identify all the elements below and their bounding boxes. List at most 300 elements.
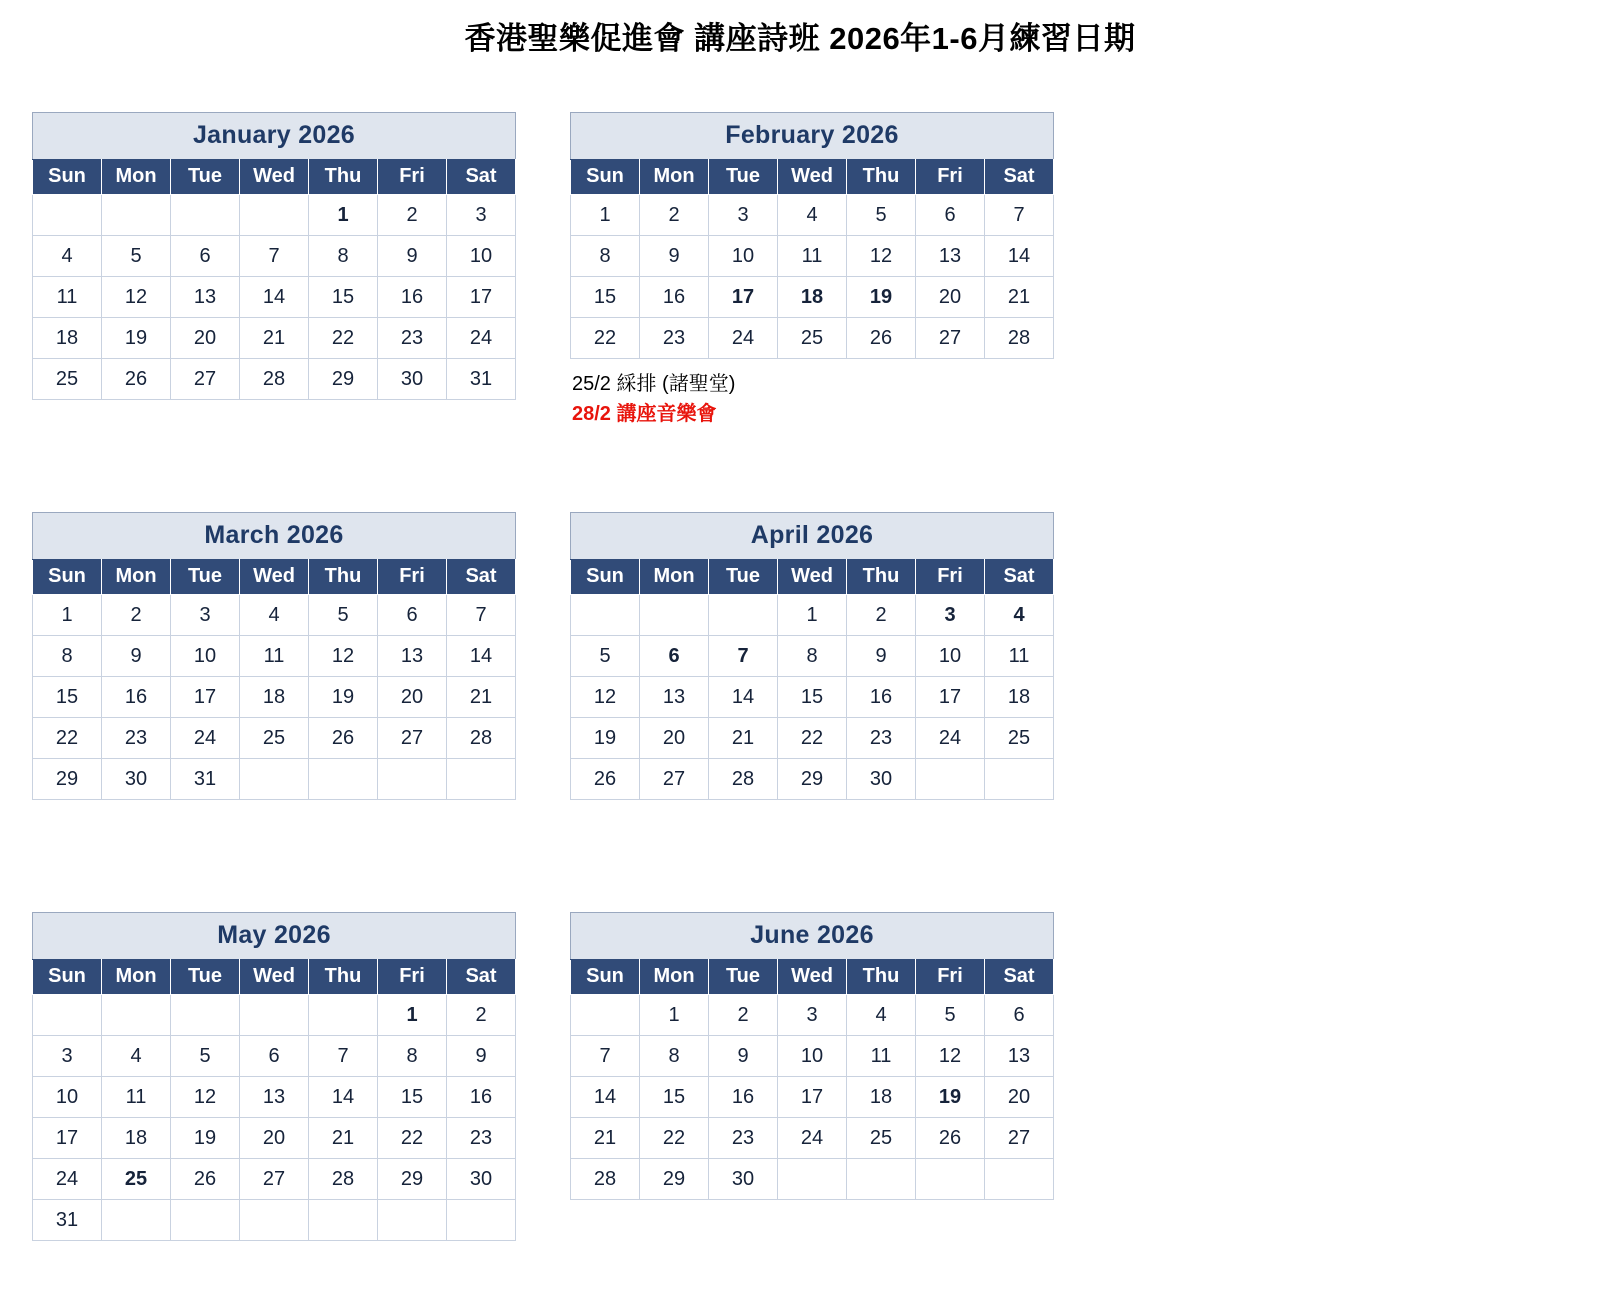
day-cell[interactable]: 24: [171, 718, 240, 759]
day-cell-empty: [778, 1159, 847, 1200]
week-row: [33, 677, 516, 718]
day-cell[interactable]: 12: [309, 636, 378, 677]
day-cell[interactable]: 9: [847, 636, 916, 677]
day-cell[interactable]: 24: [916, 718, 985, 759]
day-cell[interactable]: 16: [709, 1077, 778, 1118]
day-cell[interactable]: 9: [709, 1036, 778, 1077]
weekday-header-mon: Mon: [640, 960, 709, 995]
day-cell[interactable]: 11: [240, 636, 309, 677]
day-cell[interactable]: 1: [309, 195, 378, 236]
calendar-month: [32, 112, 538, 512]
day-cell[interactable]: 5: [847, 195, 916, 236]
weekday-header-wed: Wed: [240, 560, 309, 595]
day-cell[interactable]: 6: [916, 195, 985, 236]
day-cell[interactable]: 29: [640, 1159, 709, 1200]
weekday-header-tue: Tue: [709, 960, 778, 995]
day-cell-empty: [240, 195, 309, 236]
day-cell[interactable]: 20: [640, 718, 709, 759]
day-cell[interactable]: 13: [171, 277, 240, 318]
day-cell[interactable]: 25: [778, 318, 847, 359]
weekday-header-tue: Tue: [709, 160, 778, 195]
week-row: [571, 277, 1054, 318]
week-row: [33, 636, 516, 677]
day-cell[interactable]: 8: [309, 236, 378, 277]
day-cell[interactable]: 11: [102, 1077, 171, 1118]
day-cell[interactable]: 25: [985, 718, 1054, 759]
day-cell[interactable]: 7: [447, 595, 516, 636]
day-cell[interactable]: 6: [640, 636, 709, 677]
day-cell[interactable]: 21: [709, 718, 778, 759]
weekday-header-wed: Wed: [778, 560, 847, 595]
day-cell[interactable]: 12: [171, 1077, 240, 1118]
week-row: [571, 595, 1054, 636]
week-row: [571, 1118, 1054, 1159]
calendar-month: [570, 912, 1076, 1312]
day-cell[interactable]: 30: [102, 759, 171, 800]
day-cell[interactable]: 4: [240, 595, 309, 636]
weekday-header-fri: Fri: [378, 160, 447, 195]
day-cell[interactable]: 13: [985, 1036, 1054, 1077]
day-cell-empty: [847, 1159, 916, 1200]
day-cell[interactable]: 18: [778, 277, 847, 318]
day-cell[interactable]: 14: [447, 636, 516, 677]
day-cell[interactable]: 20: [985, 1077, 1054, 1118]
day-cell[interactable]: 22: [778, 718, 847, 759]
month-table: [32, 512, 516, 800]
day-cell-empty: [309, 759, 378, 800]
week-row: [33, 1036, 516, 1077]
day-cell[interactable]: 22: [378, 1118, 447, 1159]
week-row: [33, 995, 516, 1036]
week-row: [571, 718, 1054, 759]
week-row: [571, 318, 1054, 359]
day-cell[interactable]: 16: [847, 677, 916, 718]
day-cell[interactable]: 8: [33, 636, 102, 677]
day-cell[interactable]: 5: [171, 1036, 240, 1077]
day-cell[interactable]: 15: [33, 677, 102, 718]
day-cell[interactable]: 30: [378, 359, 447, 400]
day-cell[interactable]: 20: [378, 677, 447, 718]
day-cell[interactable]: 22: [33, 718, 102, 759]
day-cell-empty: [240, 995, 309, 1036]
day-cell-empty: [709, 595, 778, 636]
day-cell[interactable]: 27: [985, 1118, 1054, 1159]
day-cell[interactable]: 14: [309, 1077, 378, 1118]
week-row: [33, 359, 516, 400]
day-cell[interactable]: 4: [985, 595, 1054, 636]
day-cell[interactable]: 7: [709, 636, 778, 677]
weekday-header-mon: Mon: [102, 160, 171, 195]
weekday-header-wed: Wed: [240, 960, 309, 995]
day-cell[interactable]: 17: [778, 1077, 847, 1118]
day-cell[interactable]: 19: [571, 718, 640, 759]
day-cell-empty: [171, 1200, 240, 1241]
day-cell[interactable]: 20: [240, 1118, 309, 1159]
day-cell[interactable]: 14: [985, 236, 1054, 277]
day-cell-empty: [33, 995, 102, 1036]
day-cell[interactable]: 31: [447, 359, 516, 400]
week-row: [571, 195, 1054, 236]
calendar-month: [570, 512, 1076, 912]
day-cell[interactable]: 17: [33, 1118, 102, 1159]
day-cell[interactable]: 9: [640, 236, 709, 277]
day-cell[interactable]: 8: [778, 636, 847, 677]
day-cell[interactable]: 27: [378, 718, 447, 759]
day-cell[interactable]: 6: [378, 595, 447, 636]
day-cell[interactable]: 30: [847, 759, 916, 800]
week-row: [33, 1077, 516, 1118]
week-row: [571, 1077, 1054, 1118]
day-cell[interactable]: 26: [309, 718, 378, 759]
day-cell[interactable]: 21: [309, 1118, 378, 1159]
day-cell[interactable]: 21: [985, 277, 1054, 318]
weekday-header-fri: Fri: [378, 560, 447, 595]
weekday-header-sat: Sat: [985, 960, 1054, 995]
day-cell[interactable]: 1: [640, 995, 709, 1036]
day-cell[interactable]: 15: [309, 277, 378, 318]
day-cell-empty: [378, 1200, 447, 1241]
week-row: [571, 636, 1054, 677]
day-cell[interactable]: 17: [709, 277, 778, 318]
day-cell-empty: [309, 995, 378, 1036]
calendar-slot: [570, 512, 1076, 912]
day-cell-empty: [916, 1159, 985, 1200]
day-cell[interactable]: 26: [847, 318, 916, 359]
day-cell[interactable]: 31: [171, 759, 240, 800]
weekday-header-row: [33, 160, 516, 195]
day-cell[interactable]: 19: [102, 318, 171, 359]
day-cell[interactable]: 3: [33, 1036, 102, 1077]
day-cell[interactable]: 23: [847, 718, 916, 759]
day-cell[interactable]: 16: [447, 1077, 516, 1118]
day-cell[interactable]: 27: [240, 1159, 309, 1200]
weekday-header-fri: Fri: [378, 960, 447, 995]
day-cell-empty: [240, 1200, 309, 1241]
day-cell[interactable]: 18: [33, 318, 102, 359]
weekday-header-wed: Wed: [778, 960, 847, 995]
day-cell[interactable]: 5: [916, 995, 985, 1036]
day-cell[interactable]: 19: [916, 1077, 985, 1118]
day-cell-empty: [171, 995, 240, 1036]
weekday-header-thu: Thu: [309, 160, 378, 195]
day-cell[interactable]: 20: [171, 318, 240, 359]
day-cell[interactable]: 7: [985, 195, 1054, 236]
day-cell[interactable]: 18: [985, 677, 1054, 718]
day-cell-empty: [171, 195, 240, 236]
day-cell[interactable]: 25: [847, 1118, 916, 1159]
day-cell[interactable]: 4: [102, 1036, 171, 1077]
day-cell[interactable]: 4: [847, 995, 916, 1036]
weekday-header-thu: Thu: [847, 960, 916, 995]
day-cell[interactable]: 1: [571, 195, 640, 236]
week-row: [33, 1159, 516, 1200]
day-cell[interactable]: 18: [102, 1118, 171, 1159]
day-cell[interactable]: 6: [240, 1036, 309, 1077]
day-cell-empty: [102, 195, 171, 236]
weekday-header-sun: Sun: [571, 160, 640, 195]
day-cell-empty: [571, 595, 640, 636]
day-cell[interactable]: 26: [916, 1118, 985, 1159]
day-cell[interactable]: 6: [985, 995, 1054, 1036]
calendar-month: [32, 912, 538, 1312]
calendar-month: [32, 512, 538, 912]
day-cell[interactable]: 31: [33, 1200, 102, 1241]
day-cell[interactable]: 28: [571, 1159, 640, 1200]
day-cell[interactable]: 24: [709, 318, 778, 359]
week-row: [571, 236, 1054, 277]
weekday-header-thu: Thu: [847, 560, 916, 595]
day-cell[interactable]: 28: [447, 718, 516, 759]
day-cell[interactable]: 30: [709, 1159, 778, 1200]
week-row: [571, 677, 1054, 718]
day-cell[interactable]: 23: [709, 1118, 778, 1159]
day-cell[interactable]: 2: [102, 595, 171, 636]
day-cell[interactable]: 29: [309, 359, 378, 400]
day-cell[interactable]: 5: [309, 595, 378, 636]
month-title: May 2026: [32, 912, 516, 959]
day-cell[interactable]: 13: [916, 236, 985, 277]
day-cell[interactable]: 2: [378, 195, 447, 236]
day-cell[interactable]: 14: [571, 1077, 640, 1118]
month-table: [570, 512, 1054, 800]
day-cell[interactable]: 12: [102, 277, 171, 318]
day-cell[interactable]: 10: [33, 1077, 102, 1118]
day-cell-empty: [102, 1200, 171, 1241]
day-cell[interactable]: 3: [778, 995, 847, 1036]
day-cell[interactable]: 9: [447, 1036, 516, 1077]
month-title: February 2026: [570, 112, 1054, 159]
weekday-header-sun: Sun: [33, 960, 102, 995]
day-cell[interactable]: 23: [640, 318, 709, 359]
day-cell[interactable]: 18: [240, 677, 309, 718]
day-cell[interactable]: 1: [33, 595, 102, 636]
day-cell[interactable]: 28: [985, 318, 1054, 359]
day-cell[interactable]: 2: [447, 995, 516, 1036]
day-cell[interactable]: 2: [847, 595, 916, 636]
weekday-header-fri: Fri: [916, 960, 985, 995]
day-cell[interactable]: 15: [778, 677, 847, 718]
month-notes: [570, 369, 1046, 429]
day-cell[interactable]: 25: [240, 718, 309, 759]
day-cell[interactable]: 14: [709, 677, 778, 718]
month-note: 28/2 講座音樂會: [572, 403, 717, 425]
weekday-header-sun: Sun: [571, 560, 640, 595]
day-cell[interactable]: 23: [378, 318, 447, 359]
day-cell[interactable]: 3: [171, 595, 240, 636]
day-cell[interactable]: 4: [778, 195, 847, 236]
weekday-header-tue: Tue: [171, 960, 240, 995]
weekday-header-row: [571, 560, 1054, 595]
day-cell[interactable]: 15: [571, 277, 640, 318]
day-cell[interactable]: 15: [378, 1077, 447, 1118]
day-cell[interactable]: 11: [847, 1036, 916, 1077]
weekday-header-row: [33, 960, 516, 995]
day-cell[interactable]: 24: [33, 1159, 102, 1200]
weekday-header-tue: Tue: [171, 160, 240, 195]
week-row: [33, 195, 516, 236]
weekday-header-sat: Sat: [985, 160, 1054, 195]
day-cell[interactable]: 2: [640, 195, 709, 236]
day-cell[interactable]: 9: [102, 636, 171, 677]
day-cell-empty: [447, 1200, 516, 1241]
day-cell[interactable]: 29: [33, 759, 102, 800]
day-cell[interactable]: 23: [447, 1118, 516, 1159]
day-cell[interactable]: 29: [378, 1159, 447, 1200]
day-cell[interactable]: 1: [378, 995, 447, 1036]
day-cell[interactable]: 30: [447, 1159, 516, 1200]
day-cell[interactable]: 20: [916, 277, 985, 318]
day-cell[interactable]: 10: [447, 236, 516, 277]
week-row: [571, 759, 1054, 800]
weekday-header-sat: Sat: [985, 560, 1054, 595]
month-table: [570, 112, 1054, 359]
day-cell[interactable]: 28: [309, 1159, 378, 1200]
month-title: March 2026: [32, 512, 516, 559]
week-row: [571, 1159, 1054, 1200]
day-cell[interactable]: 22: [309, 318, 378, 359]
day-cell[interactable]: 22: [640, 1118, 709, 1159]
day-cell[interactable]: 8: [378, 1036, 447, 1077]
day-cell[interactable]: 5: [571, 636, 640, 677]
weekday-header-wed: Wed: [240, 160, 309, 195]
day-cell[interactable]: 1: [778, 595, 847, 636]
week-row: [33, 1118, 516, 1159]
weekday-header-row: [571, 160, 1054, 195]
day-cell[interactable]: 13: [240, 1077, 309, 1118]
day-cell[interactable]: 10: [709, 236, 778, 277]
day-cell[interactable]: 19: [847, 277, 916, 318]
calendar-slot: [570, 112, 1076, 512]
day-cell[interactable]: 7: [571, 1036, 640, 1077]
day-cell[interactable]: 24: [778, 1118, 847, 1159]
day-cell[interactable]: 5: [102, 236, 171, 277]
month-table: [32, 112, 516, 400]
day-cell[interactable]: 25: [102, 1159, 171, 1200]
week-row: [33, 759, 516, 800]
day-cell[interactable]: 12: [571, 677, 640, 718]
day-cell[interactable]: 23: [102, 718, 171, 759]
day-cell[interactable]: 14: [240, 277, 309, 318]
day-cell[interactable]: 6: [171, 236, 240, 277]
day-cell[interactable]: 21: [447, 677, 516, 718]
day-cell[interactable]: 27: [171, 359, 240, 400]
month-title: June 2026: [570, 912, 1054, 959]
month-table: [32, 912, 516, 1241]
day-cell[interactable]: 17: [171, 677, 240, 718]
calendar-month: [570, 112, 1076, 512]
calendar-slot: [570, 912, 1076, 1312]
day-cell[interactable]: 3: [916, 595, 985, 636]
day-cell[interactable]: 7: [240, 236, 309, 277]
day-cell-empty: [640, 595, 709, 636]
day-cell[interactable]: 13: [640, 677, 709, 718]
day-cell-empty: [309, 1200, 378, 1241]
calendar-slot: [32, 112, 538, 512]
weekday-header-fri: Fri: [916, 560, 985, 595]
weekday-header-thu: Thu: [309, 960, 378, 995]
day-cell[interactable]: 19: [171, 1118, 240, 1159]
day-cell[interactable]: 24: [447, 318, 516, 359]
week-row: [33, 318, 516, 359]
day-cell[interactable]: 17: [447, 277, 516, 318]
week-row: [571, 995, 1054, 1036]
day-cell[interactable]: 26: [171, 1159, 240, 1200]
day-cell[interactable]: 25: [33, 359, 102, 400]
day-cell[interactable]: 10: [916, 636, 985, 677]
day-cell[interactable]: 21: [571, 1118, 640, 1159]
day-cell[interactable]: 8: [571, 236, 640, 277]
day-cell[interactable]: 3: [709, 195, 778, 236]
day-cell[interactable]: 16: [102, 677, 171, 718]
weekday-header-row: [571, 960, 1054, 995]
weekday-header-sat: Sat: [447, 960, 516, 995]
weekday-header-fri: Fri: [916, 160, 985, 195]
weekday-header-sat: Sat: [447, 160, 516, 195]
day-cell[interactable]: 10: [171, 636, 240, 677]
day-cell[interactable]: 27: [640, 759, 709, 800]
day-cell[interactable]: 12: [847, 236, 916, 277]
weekday-header-row: [33, 560, 516, 595]
month-title: January 2026: [32, 112, 516, 159]
week-row: [33, 236, 516, 277]
day-cell[interactable]: 29: [778, 759, 847, 800]
day-cell[interactable]: 4: [33, 236, 102, 277]
day-cell[interactable]: 11: [985, 636, 1054, 677]
day-cell[interactable]: 2: [709, 995, 778, 1036]
day-cell[interactable]: 27: [916, 318, 985, 359]
weekday-header-mon: Mon: [640, 560, 709, 595]
month-table: [570, 912, 1054, 1200]
day-cell[interactable]: 26: [102, 359, 171, 400]
day-cell[interactable]: 19: [309, 677, 378, 718]
week-row: [33, 1200, 516, 1241]
day-cell[interactable]: 8: [640, 1036, 709, 1077]
day-cell[interactable]: 11: [33, 277, 102, 318]
day-cell[interactable]: 11: [778, 236, 847, 277]
page-title: 香港聖樂促進會 講座詩班 2026年1-6月練習日期: [464, 21, 1136, 56]
day-cell[interactable]: 21: [240, 318, 309, 359]
day-cell[interactable]: 16: [640, 277, 709, 318]
week-row: [571, 1036, 1054, 1077]
weekday-header-tue: Tue: [709, 560, 778, 595]
day-cell[interactable]: 13: [378, 636, 447, 677]
day-cell-empty: [985, 1159, 1054, 1200]
month-note: 25/2 綵排 (諸聖堂): [572, 373, 736, 395]
day-cell[interactable]: 3: [447, 195, 516, 236]
day-cell[interactable]: 9: [378, 236, 447, 277]
day-cell[interactable]: 17: [916, 677, 985, 718]
calendar-grid: [0, 112, 1600, 1312]
weekday-header-mon: Mon: [640, 160, 709, 195]
day-cell[interactable]: 12: [916, 1036, 985, 1077]
day-cell[interactable]: 22: [571, 318, 640, 359]
calendar-slot: [32, 912, 538, 1312]
weekday-header-tue: Tue: [171, 560, 240, 595]
day-cell-empty: [240, 759, 309, 800]
weekday-header-sun: Sun: [571, 960, 640, 995]
day-cell[interactable]: 18: [847, 1077, 916, 1118]
day-cell[interactable]: 26: [571, 759, 640, 800]
weekday-header-sun: Sun: [33, 560, 102, 595]
day-cell[interactable]: 28: [240, 359, 309, 400]
week-row: [33, 595, 516, 636]
day-cell[interactable]: 7: [309, 1036, 378, 1077]
day-cell[interactable]: 15: [640, 1077, 709, 1118]
weekday-header-mon: Mon: [102, 560, 171, 595]
day-cell[interactable]: 28: [709, 759, 778, 800]
day-cell[interactable]: 16: [378, 277, 447, 318]
day-cell[interactable]: 10: [778, 1036, 847, 1077]
